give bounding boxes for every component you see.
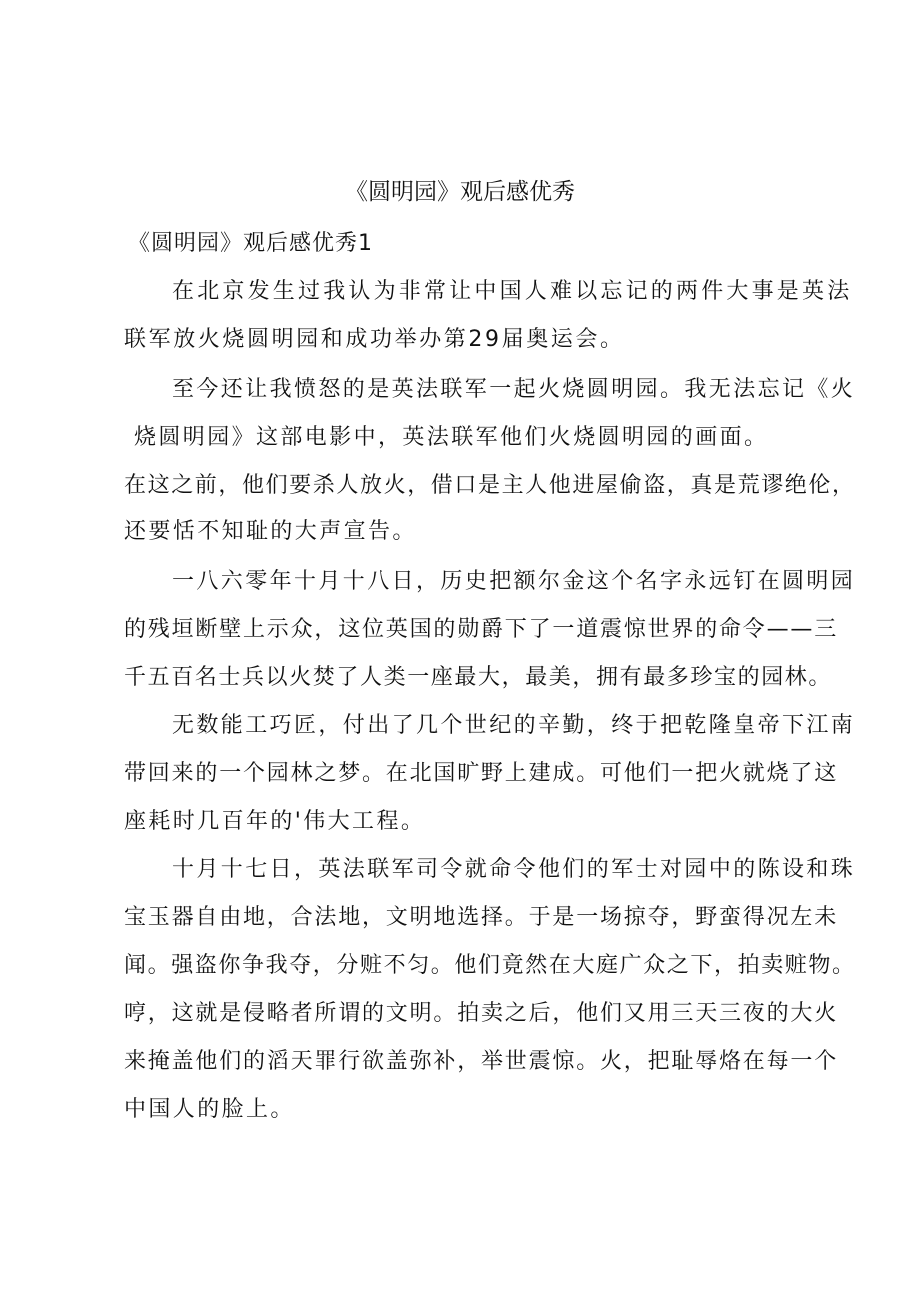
body-line: 带回来的一个园林之梦。在北国旷野上建成。可他们一把火就烧了这: [124, 761, 839, 786]
body-line: 无数能工巧匠，付出了几个世纪的辛勤，终于把乾隆皇帝下江南: [172, 713, 856, 738]
body-line: 中国人的脸上。: [124, 1097, 295, 1122]
body-line: 哼，这就是侵略者所谓的文明。拍卖之后，他们又用三天三夜的大火: [124, 1001, 839, 1026]
body-line: 一八六零年十月十八日，历史把额尔金这个名字永远钉在圆明园: [172, 569, 856, 594]
document-title: 《圆明园》观后感优秀: [345, 179, 575, 205]
body-line: 在这之前，他们要杀人放火，借口是主人他进屋偷盗，真是荒谬绝伦，: [124, 473, 856, 498]
body-line: 联军放火烧圆明园和成功举办第29届奥运会。: [124, 327, 625, 352]
body-line: 闻。强盗你争我夺，分赃不匀。他们竟然在大庭广众之下，拍卖赃物。: [124, 953, 856, 978]
body-line: 座耗时几百年的'伟大工程。: [124, 809, 426, 834]
body-line: 来掩盖他们的滔天罪行欲盖弥补，举世震惊。火，把耻辱烙在每一个: [124, 1049, 839, 1074]
body-line: 宝玉器自由地，合法地，文明地选择。于是一场掠夺，野蛮得况左未: [124, 905, 839, 930]
body-line: 千五百名士兵以火焚了人类一座最大，最美，拥有最多珍宝的园林。: [124, 665, 833, 690]
body-line: 十月十七日，英法联军司令就命令他们的军士对园中的陈设和珠: [172, 857, 856, 882]
body-line: 的残垣断壁上示众，这位英国的勋爵下了一道震惊世界的命令——三: [124, 617, 839, 642]
body-line: 还要恬不知耻的大声宣告。: [124, 519, 417, 544]
body-line: 烧圆明园》这部电影中，英法联军他们火烧圆明园的画面。: [134, 425, 769, 450]
body-line: 至今还让我愤怒的是英法联军一起火烧圆明园。我无法忘记《火: [172, 377, 856, 402]
body-line: 在北京发生过我认为非常让中国人难以忘记的两件大事是英法: [172, 279, 853, 304]
section-heading: 《圆明园》观后感优秀1: [128, 231, 373, 256]
